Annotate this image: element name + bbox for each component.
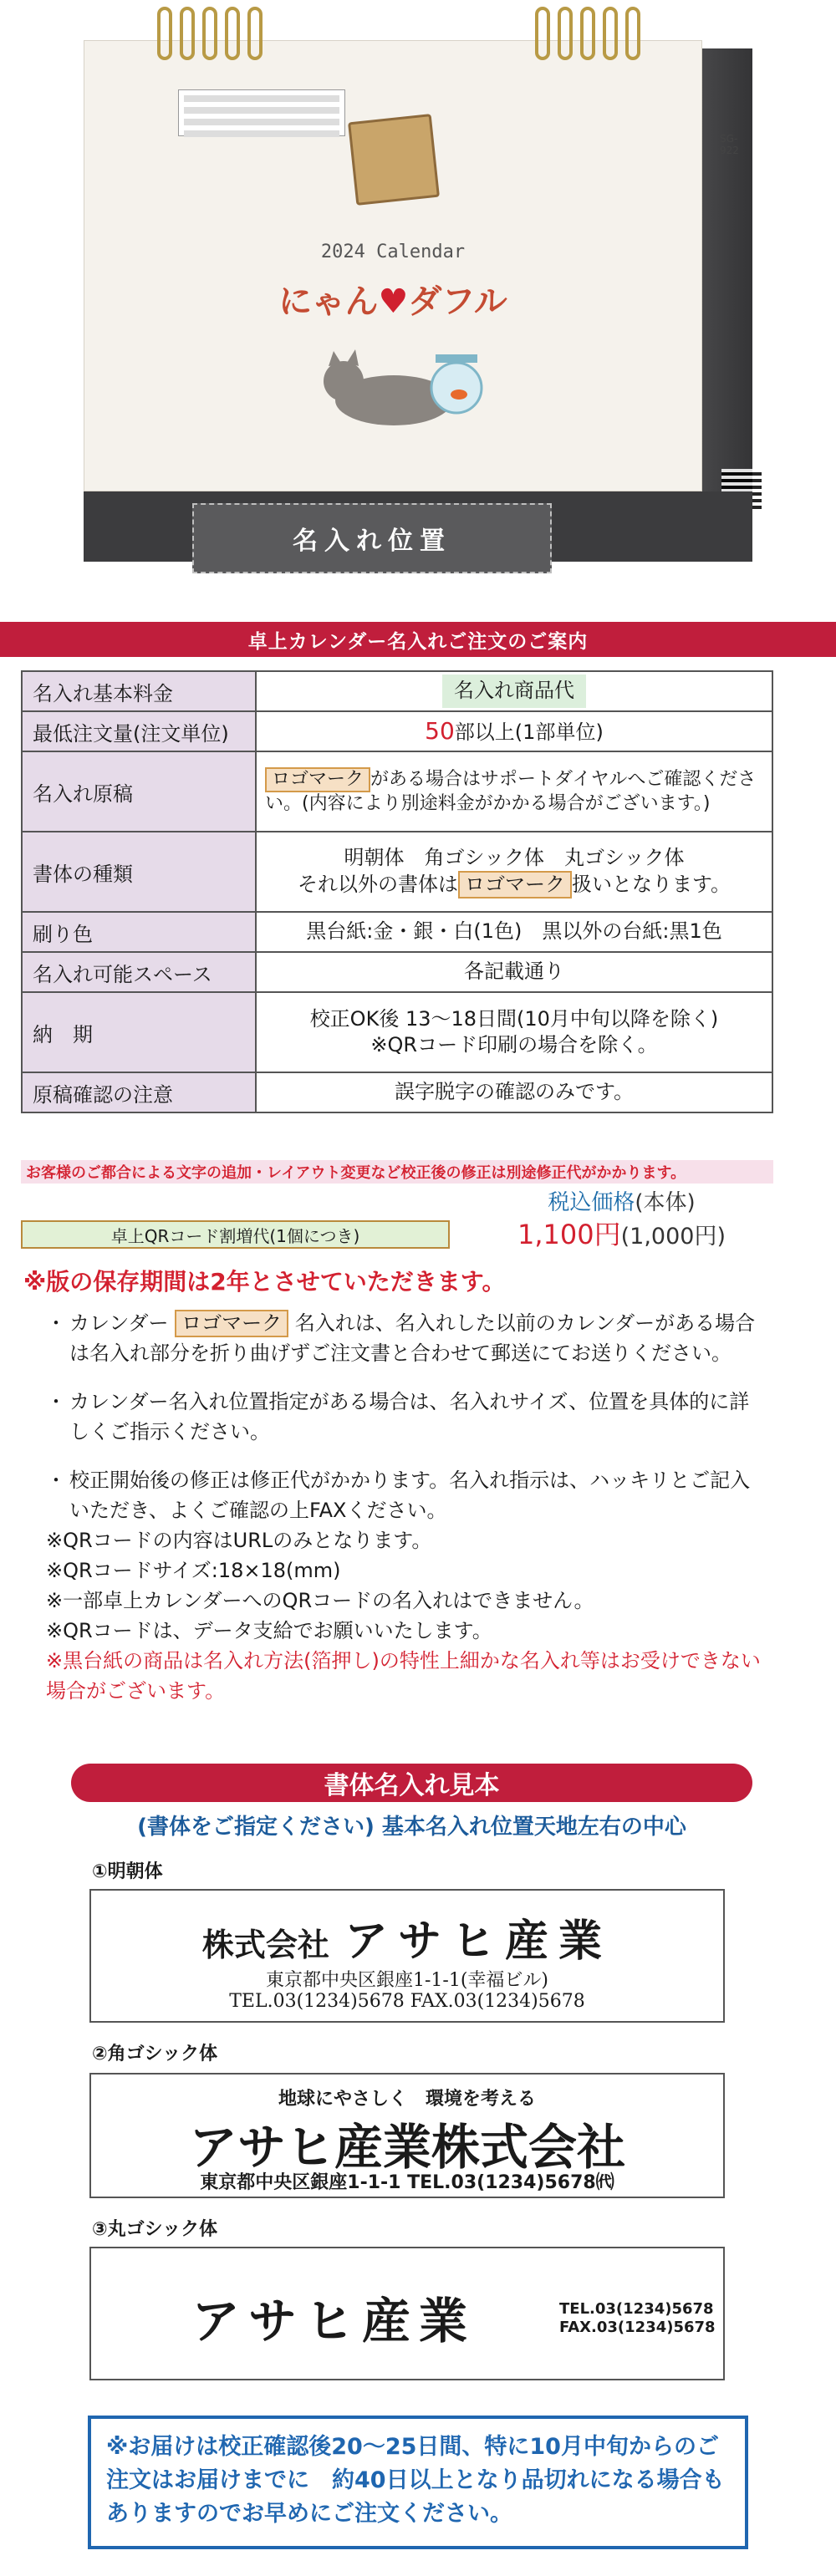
price-header-sub: (本体)	[635, 1190, 696, 1215]
product-code: SG-922	[720, 133, 739, 156]
maru-gothic-fax: FAX.03(1234)5678	[559, 2319, 716, 2336]
list-item: ・ 校正開始後の修正は修正代がかかります。名入れ指示は、ハッキリとご記入いただき、よくご確認の上FAXください。	[46, 1465, 765, 1525]
binding-ring	[180, 7, 195, 60]
cat-illustration-frame	[348, 114, 440, 206]
mincho-label: ①明朝体	[92, 1861, 163, 1882]
mincho-address: 東京都中央区銀座1-1-1(幸福ビル)	[265, 1970, 549, 1991]
note1-post: 名入れは、名入れした以前のカレンダーがある場合は名入れ部分を折り曲げずご注文書と合わせて郵送にてお送りください。	[69, 1311, 756, 1365]
plate-retention-note: ※版の保存期間は2年とさせていただきます。	[23, 1268, 506, 1296]
calendar-year: 2024 Calendar	[320, 242, 466, 262]
delivery-line2: ※QRコード印刷の場合を除く。	[370, 1033, 658, 1056]
binding-ring	[580, 7, 595, 60]
list-item: ※QRコードは、データ支給でお願いいたします。	[46, 1619, 492, 1642]
row-key: 原稿確認の注意	[22, 1072, 256, 1112]
row-value	[256, 711, 772, 751]
note1-pre: カレンダー	[69, 1311, 169, 1335]
table-row	[22, 912, 772, 952]
row-value: 誤字脱字の確認のみです。	[256, 1072, 772, 1112]
notes-list	[46, 1308, 765, 1706]
delivery-notice: ※お届けは校正確認後20～25日間、特に10月中旬からのご注文はお届けまでに 約40日以上となり品切れになる場合もありますのでお早めにご注文ください。	[88, 2416, 748, 2549]
row-key: 名入れ可能スペース	[22, 952, 256, 992]
min-qty-number: 50	[425, 716, 455, 745]
delivery-line1: 校正OK後 13～18日間(10月中旬以降を除く)	[309, 1006, 719, 1031]
price-header-label: 税込価格	[548, 1190, 635, 1215]
table-row	[22, 1072, 772, 1112]
manuscript-line2: い。(内容により別途料金がかかる場合がございます。)	[265, 792, 711, 814]
row-value: 各記載通り	[256, 952, 772, 992]
binding-ring	[558, 7, 573, 60]
binding-ring	[225, 7, 240, 60]
cat-with-fishbowl-illustration	[319, 329, 502, 438]
row-value	[256, 832, 772, 912]
product-label-sticker	[178, 89, 345, 136]
row-key: 名入れ基本料金	[22, 671, 256, 711]
name-position-box: 名入れ位置	[192, 503, 552, 573]
table-row	[22, 711, 772, 751]
table-row	[22, 671, 772, 711]
maru-gothic-sample-box	[89, 2247, 725, 2380]
kaku-gothic-company: アサヒ産業株式会社	[188, 2119, 625, 2176]
maru-gothic-label: ③丸ゴシック体	[92, 2219, 218, 2240]
maru-gothic-tel: TEL.03(1234)5678	[559, 2300, 714, 2318]
kaku-gothic-tagline: 地球にやさしく 環境を考える	[278, 2089, 536, 2110]
font-types-line1: 明朝体 角ゴシック体 丸ゴシック体	[344, 846, 685, 869]
table-row	[22, 952, 772, 992]
table-row	[22, 751, 772, 832]
table-row	[22, 832, 772, 912]
order-guide-banner: 卓上カレンダー名入れご注文のご案内	[0, 622, 836, 657]
qr-surcharge-price	[470, 1214, 773, 1252]
qr-price-value: 1,100円	[517, 1219, 621, 1250]
row-key: 刷り色	[22, 912, 256, 952]
binding-ring	[157, 7, 172, 60]
mincho-company-prefix: 株式会社	[201, 1926, 329, 1963]
kaku-gothic-label: ②角ゴシック体	[92, 2044, 218, 2064]
kaku-gothic-address: 東京都中央区銀座1-1-1 TEL.03(1234)5678㈹	[200, 2172, 614, 2193]
binding-ring	[603, 7, 618, 60]
order-info-table	[21, 670, 773, 1113]
row-value: 黒台紙:金・銀・白(1色) 黒以外の台紙:黒1色	[256, 912, 772, 952]
row-key: 最低注文量(注文単位)	[22, 711, 256, 751]
heart-icon: ♥	[378, 283, 409, 321]
calendar-face	[84, 40, 739, 491]
mincho-company-name: アサヒ産業	[344, 1916, 613, 1967]
row-key: 書体の種類	[22, 832, 256, 912]
list-item: ※QRコードサイズ:18×18(mm)	[46, 1559, 341, 1582]
font-types-post: 扱いとなります。	[571, 873, 732, 897]
binding-ring	[625, 7, 640, 60]
row-value	[256, 671, 772, 711]
maru-gothic-company: アサヒ産業	[191, 2293, 477, 2349]
logo-mark-highlight: ロゴマーク	[458, 871, 572, 899]
mincho-sample-box	[89, 1889, 725, 2023]
binding-ring	[247, 7, 263, 60]
manuscript-line1: がある場合はサポートダイヤルへご確認くださ	[370, 768, 757, 790]
binding-ring	[535, 7, 550, 60]
min-qty-rest: 部以上(1部単位)	[454, 720, 604, 744]
base-fee-value: 名入れ商品代	[442, 675, 586, 707]
table-row	[22, 992, 772, 1072]
logo-mark-highlight: ロゴマーク	[265, 767, 370, 792]
qr-price-sub: (1,000円)	[620, 1224, 726, 1250]
correction-fee-note: お客様のご都合による文字の追加・レイアウト変更など校正後の修正は別途修正代がかかります。	[21, 1160, 773, 1184]
list-item: ・ カレンダー名入れ位置指定がある場合は、名入れサイズ、位置を具体的に詳しくご指示ください。	[46, 1387, 765, 1447]
calendar-title-b: ダフル	[408, 283, 507, 321]
mincho-company	[91, 1906, 723, 1968]
list-item: ※黒台紙の商品は名入れ方法(箔押し)の特性上細かな名入れ等はお受けできない場合がございます。	[46, 1649, 761, 1703]
qr-surcharge-label: 卓上QRコード割増代(1個につき)	[21, 1220, 450, 1249]
row-key: 名入れ原稿	[22, 751, 256, 832]
font-types-pre: それ以外の書体は	[297, 873, 458, 897]
calendar-title-a: にゃん	[278, 283, 379, 321]
binding-ring	[202, 7, 217, 60]
row-value	[256, 751, 772, 832]
logo-mark-highlight: ロゴマーク	[175, 1310, 288, 1337]
calendar-title	[84, 275, 701, 323]
mincho-phone: TEL.03(1234)5678 FAX.03(1234)5678	[229, 1991, 585, 2012]
kaku-gothic-sample-box	[89, 2073, 725, 2198]
row-value	[256, 992, 772, 1072]
calendar-product-image	[0, 0, 836, 602]
maru-gothic-contact	[559, 2300, 716, 2337]
font-sample-title: 書体名入れ見本	[71, 1764, 752, 1802]
list-item: ※一部卓上カレンダーへのQRコードの名入れはできません。	[46, 1589, 594, 1612]
list-item: ※QRコードの内容はURLのみとなります。	[46, 1529, 432, 1552]
list-item	[46, 1308, 765, 1368]
font-sample-subtitle: (書体をご指定ください) 基本名入れ位置天地左右の中心	[137, 1815, 686, 1840]
row-key: 納 期	[22, 992, 256, 1072]
